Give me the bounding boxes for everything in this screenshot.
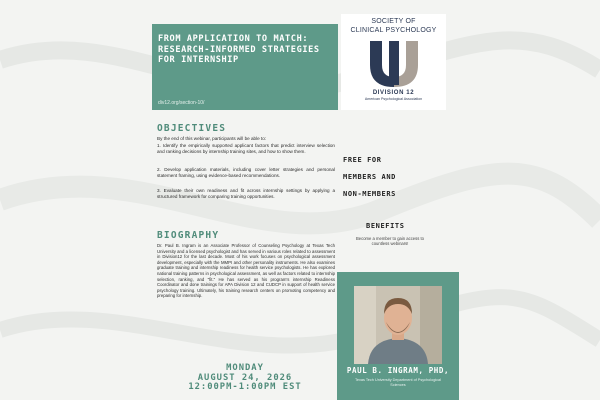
speaker-affiliation: Texas Tech University Department of Psychological Sciences xyxy=(354,378,442,387)
objectives-list xyxy=(157,136,335,205)
objective-item-3: 3. Evaluate their own readiness and fit across internship settings by applying a structured framework for comparing training opportunities. xyxy=(157,188,335,200)
webinar-title: FROM APPLICATION TO MATCH: RESEARCH-INFORMED STRATEGIES FOR INTERNSHIP xyxy=(158,34,320,65)
free-line-3: NON-MEMBERS xyxy=(343,190,396,198)
objective-item-2: 2. Develop application materials, including cover letter strategies and personal statement framing, using evidence-based recommendations. xyxy=(157,166,335,178)
speaker-name: PAUL B. INGRAM, PHD, xyxy=(346,366,450,375)
biography-text: Dr. Paul B. Ingram is an Associate Professor of Counseling Psychology at Texas Tech University and a licensed psychologist and has served in various roles related to assessment in Division12 for the last decade. Most of his work focuses on psychological assessment development, especially with the MMPI and other personality instruments. He also examines graduate training and internship readiness for health service psychologists. He has explored national training patterns in psychological assessment, as well as factors related to internship selection, ranking, and "fit." He has served as his program's internship Readiness Coordinator and done trainings for APA Division 12 and CUDCP in support of health service psychology training. Ultimately, his training research centers on promoting competency and preparing for internship. xyxy=(157,243,335,299)
speaker-card xyxy=(337,272,459,400)
biography-heading: BIOGRAPHY xyxy=(157,230,220,241)
objective-item-1: 1. Identify the empirically supported applicant factors that predict interview selection and ranking decisions by internship training sites, and how to show them. xyxy=(157,143,335,155)
title-banner xyxy=(152,24,338,110)
speaker-photo xyxy=(354,286,442,364)
logo-division: DIVISION 12 xyxy=(372,90,415,96)
webinar-url[interactable]: div12.org/section-10/ xyxy=(158,100,205,106)
benefits-text: Become a member to gain access to countless webinars! xyxy=(356,236,424,247)
benefits-heading: BENEFITS xyxy=(366,222,405,230)
free-line-1: FREE FOR xyxy=(343,156,382,164)
logo-association: American Psychological Association xyxy=(364,97,423,101)
division12-logo xyxy=(341,14,446,110)
event-day: MONDAY xyxy=(226,363,264,373)
objectives-intro: By the end of this webinar, participants will be able to: xyxy=(157,136,267,141)
logo-text-line1: SOCIETY OF xyxy=(371,18,416,25)
logo-text-line2: CLINICAL PSYCHOLOGY xyxy=(350,26,437,34)
event-datetime xyxy=(150,364,340,393)
objectives-heading: OBJECTIVES xyxy=(157,123,227,134)
event-time: 12:00PM-1:00PM EST xyxy=(188,382,302,393)
event-date: AUGUST 24, 2026 xyxy=(197,372,293,383)
free-line-2: MEMBERS AND xyxy=(343,173,396,181)
psi-logo-icon xyxy=(364,37,424,89)
